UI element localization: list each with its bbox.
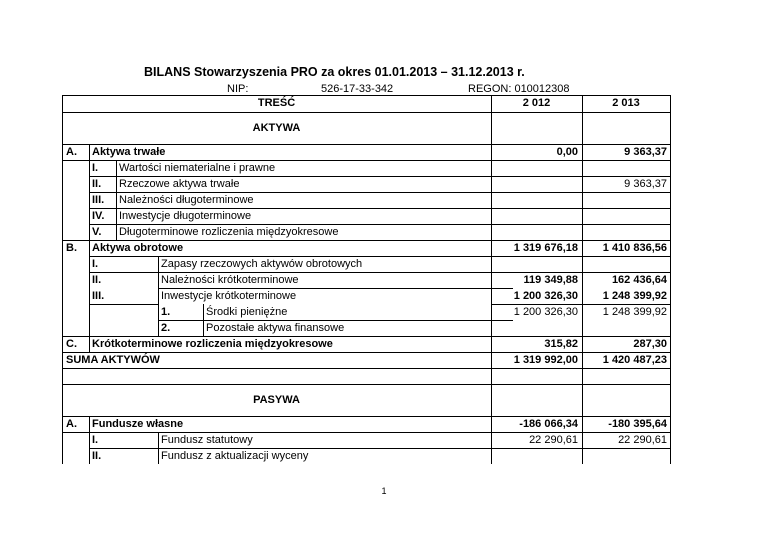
row-b-value-2012: 1 319 676,18 <box>513 242 578 254</box>
row-pa-value-2012: -186 066,34 <box>519 418 578 430</box>
row-b2-label: Należności krótkoterminowe <box>161 274 299 286</box>
row-c-label: Krótkoterminowe rozliczenia międzyokresowe <box>92 338 333 350</box>
row-b2-value-2012: 119 349,88 <box>523 274 578 286</box>
row-b3-label: Inwestycje krótkoterminowe <box>161 290 297 302</box>
header-year-2013: 2 013 <box>612 97 640 109</box>
row-b31-mark: 1. <box>161 306 171 318</box>
row-b1-label: Zapasy rzeczowych aktywów obrotowych <box>161 258 363 270</box>
row-suma-value-2012: 1 319 992,00 <box>513 354 578 366</box>
row-a1-mark: I. <box>92 162 99 174</box>
row-a-value-2013: 9 363,37 <box>624 146 667 158</box>
row-a2-value-2013: 9 363,37 <box>624 178 667 190</box>
row-c-mark: C. <box>66 338 77 350</box>
row-pa-value-2013: -180 395,64 <box>608 418 667 430</box>
row-pa2-label: Fundusz z aktualizacji wyceny <box>161 450 309 462</box>
row-a-mark: A. <box>66 146 77 158</box>
regon-value: REGON: 010012308 <box>468 83 570 95</box>
row-a2-label: Rzeczowe aktywa trwałe <box>119 178 240 190</box>
row-pa-label: Fundusze własne <box>92 418 184 430</box>
header-year-2012: 2 012 <box>522 97 551 109</box>
row-c-value-2013: 287,30 <box>633 338 667 350</box>
row-a3-label: Należności długoterminowe <box>119 194 254 206</box>
row-a-label: Aktywa trwałe <box>92 146 166 158</box>
row-b3-value-2012: 1 200 326,30 <box>513 290 578 302</box>
row-pa2-mark: II. <box>92 450 102 462</box>
nip-value: 526-17-33-342 <box>321 83 394 95</box>
row-pa1-label: Fundusz statutowy <box>161 434 253 446</box>
section-aktywa: AKTYWA <box>252 122 301 134</box>
row-b-mark: B. <box>66 242 77 254</box>
row-a2-mark: II. <box>92 178 102 190</box>
row-a4-label: Inwestycje długoterminowe <box>119 210 252 222</box>
row-pa1-mark: I. <box>92 434 99 446</box>
row-b3-value-2013: 1 248 399,92 <box>602 290 667 302</box>
row-c-value-2012: 315,82 <box>544 338 578 350</box>
page-number: 1 <box>381 486 387 496</box>
row-b2-value-2013: 162 436,64 <box>611 274 667 286</box>
row-b32-label: Pozostałe aktywa finansowe <box>206 322 345 334</box>
row-a3-mark: III. <box>92 194 105 206</box>
nip-label: NIP: <box>227 83 249 95</box>
row-pa-mark: A. <box>66 418 77 430</box>
row-b31-value-2012: 1 200 326,30 <box>513 306 578 318</box>
row-b1-mark: I. <box>92 258 99 270</box>
row-a4-mark: IV. <box>92 210 105 222</box>
row-a1-label: Wartości niematerialne i prawne <box>119 162 276 174</box>
row-b31-value-2013: 1 248 399,92 <box>602 306 667 318</box>
row-a-value-2012: 0,00 <box>556 146 578 158</box>
row-a5-mark: V. <box>92 226 102 238</box>
header-tresc: TREŚĆ <box>257 97 296 109</box>
row-pa1-value-2012: 22 290,61 <box>529 434 578 446</box>
row-b2-mark: II. <box>92 274 102 286</box>
row-b-label: Aktywa obrotowe <box>92 242 184 254</box>
row-suma-label: SUMA AKTYWÓW <box>66 354 160 366</box>
document-title: BILANS Stowarzyszenia PRO za okres 01.01.2013 – 31.12.2013 r. <box>144 65 525 79</box>
row-b32-mark: 2. <box>161 322 171 334</box>
row-b-value-2013: 1 410 836,56 <box>602 242 667 254</box>
row-a5-label: Długoterminowe rozliczenia międzyokresowe <box>119 226 339 238</box>
row-b3-mark: III. <box>92 290 105 302</box>
section-pasywa: PASYWA <box>253 394 300 406</box>
row-pa1-value-2013: 22 290,61 <box>618 434 667 446</box>
row-b31-label: Środki pieniężne <box>206 306 288 318</box>
row-suma-value-2013: 1 420 487,23 <box>602 354 667 366</box>
